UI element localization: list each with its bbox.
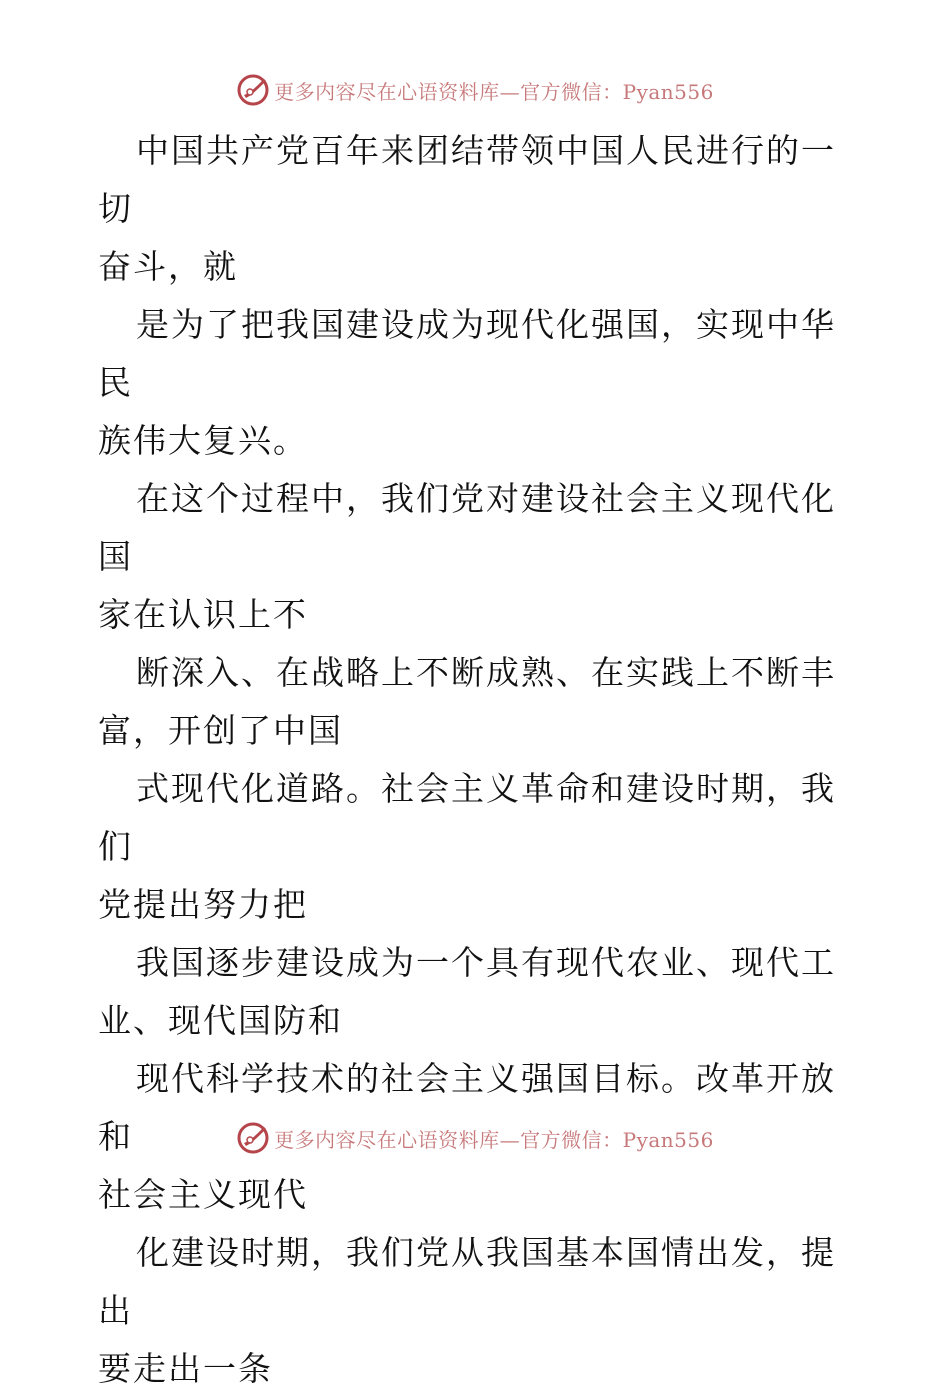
paragraph-line: 富，开创了中国 [98, 711, 343, 750]
document-body [98, 122, 858, 1398]
paragraph-line: 化建设时期，我们党从我国基本国情出发，提出 [98, 1233, 836, 1330]
paragraph-line: 族伟大复兴。 [98, 421, 308, 460]
header-banner [0, 70, 950, 110]
footer-banner [0, 1118, 950, 1158]
paragraph-line: 现代科学技术的社会主义强国目标。改革开放和 [98, 1059, 836, 1156]
footer-banner-text: 更多内容尽在心语资料库—官方微信：Pyan556 [274, 1127, 714, 1152]
paragraph [98, 760, 858, 934]
paragraph-line: 中国共产党百年来团结带领中国人民进行的一切 [98, 131, 836, 228]
paragraph-line: 奋斗，就 [98, 247, 238, 286]
paragraph [98, 644, 858, 760]
paragraph-line: 家在认识上不 [98, 595, 308, 634]
paragraph-line: 我国逐步建设成为一个具有现代农业、现代工 [136, 943, 836, 982]
paragraph-line: 在这个过程中，我们党对建设社会主义现代化国 [98, 479, 836, 576]
header-banner-text: 更多内容尽在心语资料库—官方微信：Pyan556 [274, 79, 714, 104]
paragraph [98, 470, 858, 644]
paragraph-line: 要走出一条 [98, 1349, 273, 1388]
paragraph-line: 业、现代国防和 [98, 1001, 343, 1040]
paragraph-line: 断深入、在战略上不断成熟、在实践上不断丰 [136, 653, 836, 692]
paragraph [98, 122, 858, 296]
paragraph-line: 式现代化道路。社会主义革命和建设时期，我们 [98, 769, 836, 866]
paragraph [98, 1224, 858, 1398]
quill-logo-icon [236, 1121, 270, 1155]
paragraph [98, 296, 858, 470]
paragraph-line: 党提出努力把 [98, 885, 308, 924]
paragraph-line: 社会主义现代 [98, 1175, 308, 1214]
quill-logo-icon [236, 73, 270, 107]
paragraph-line: 是为了把我国建设成为现代化强国，实现中华民 [98, 305, 836, 402]
paragraph [98, 934, 858, 1050]
